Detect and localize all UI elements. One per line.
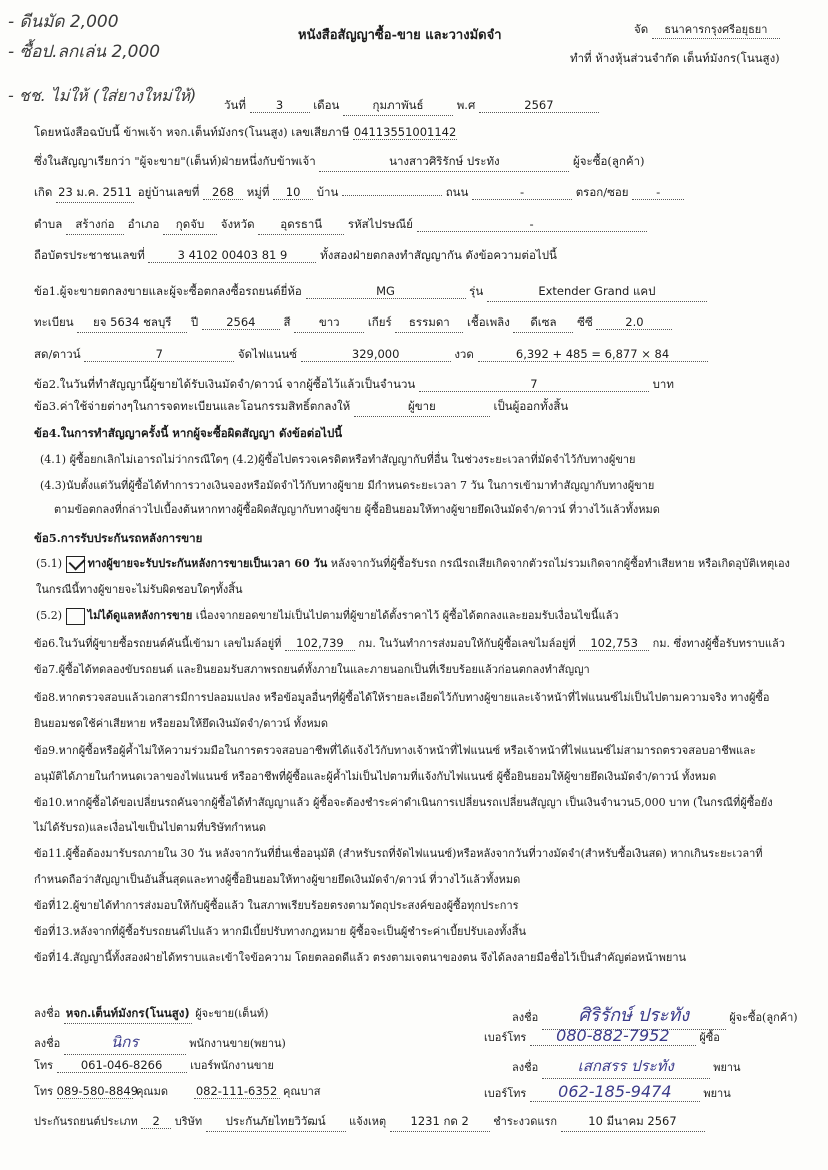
clause-11b: กำหนดถือว่าสัญญาเป็นอันสิ้นสุดและทางผู้ซื้อยินยอมให้ทางผู้ขายยึดเงินมัดจำ/ดาวน์ ที่วางไว้แล้วทั้งหมด	[34, 873, 521, 886]
fee-payer: ผู้ขาย	[354, 398, 490, 417]
amphoe: กุดจับ	[163, 216, 217, 235]
clause-9b: อนุมัติได้ภายในกำหนดเวลาของไฟแนนซ์ หรืออาชีพที่ผู้ซื้อและผู้ค้ำไม่เป็นไปตามที่แจ้งกับไฟแนนซ์ ผู้ซื้อยินยอมให้ผู้ขายยึดเงินมัดจำ/ดาวน์ ทั้งหมด	[34, 770, 717, 783]
clause-12: ข้อที่12.ผู้ขายได้ทำการส่งมอบให้กับผู้ซื้อแล้ว ในสภาพเรียบร้อยตรงตามวัตถุประสงค์ของผู้ซื้อทุกประการ	[34, 899, 519, 912]
deposit-amount: 7	[419, 377, 649, 392]
clause-14: ข้อที่14.สัญญานี้ทั้งสองฝ่ายได้ทราบและเข้าใจข้อความ โดยตลอดดีแล้ว ตรงตามเจตนาของตน จึงได้ลงลายมือชื่อไว้เป็นสำคัญต่อหน้าพยาน	[34, 951, 687, 964]
clause-4-heading: ข้อ4.ในการทำสัญญาครั้งนี้ หากผู้จะซื้อผิดสัญญา ดังข้อต่อไปนี้	[34, 426, 343, 440]
clause-10b: ไม่ได้รับรถ)และเงื่อนไขเป็นไปตามที่บริษัทกำหนด	[34, 821, 266, 834]
seller-name: หจก.เต็นท์มังกร(โนนสูง)	[64, 1005, 192, 1024]
clause-7: ข้อ7.ผู้ซื้อได้ทดลองขับรถยนต์ และยินยอมรับสภาพรถยนต์ทั้งภายในและภายนอกเป็นที่เรียบร้อยแล้วก่อนตกลงทำสัญญา	[34, 663, 590, 676]
province: อุดรธานี	[258, 216, 344, 235]
car-cc: 2.0	[596, 315, 672, 330]
idcard-line: ถือบัตรประชาชนเลขที่ 3 4102 00403 81 9 ทั้งสองฝ่ายตกลงทำสัญญากัน ดังข้อความต่อไปนี้	[34, 248, 557, 262]
first-payment-date: 10 มีนาคม 2567	[561, 1113, 705, 1132]
clause-5-2: (5.2) ไม่ได้ดูแลหลังการขาย เนื่องจากยอดขายไม่เป็นไปตามที่ผู้ขายได้ตั้งราคาไว้ ผู้ซื้อได้ตกลงและยอมรับเงื่อนไขนี้แล้ว	[36, 606, 619, 625]
sales-phone: 061-046-8266	[57, 1058, 187, 1073]
made-at: ทำที่ ห้างหุ้นส่วนจำกัด เต็นท์มังกร(โนนสูง)	[570, 51, 780, 65]
car-line-3: สด/ดาวน์ 7 จัดไฟแนนซ์ 329,000 งวด 6,392 + 485 = 6,877 × 84	[34, 346, 708, 364]
car-line-2: ทะเบียน ยจ 5634 ชลบุรี ปี 2564 สี ขาว เกียร์ ธรรมดา เชื้อเพลิง ดีเซล ซีซี 2.0	[34, 314, 672, 333]
clause-13: ข้อที่13.หลังจากที่ผู้ซื้อรับรถยนต์ไปแล้ว หากมีเบี้ยปรับทางกฎหมาย ผู้ซื้อจะเป็นผู้ชำระค่าเบี้ยปรับเองทั้งสิ้น	[34, 925, 526, 938]
buyer-district-line: ตำบล สร้างก่อ อำเภอ กุดจับ จังหวัด อุดรธานี รหัสไปรษณีย์ -	[34, 216, 647, 235]
insurance-type: 2	[141, 1114, 171, 1129]
date-line: วันที่ 3 เดือน กุมภาพันธ์ พ.ศ 2567	[224, 97, 599, 116]
clause-5-1: (5.1) ทางผู้ขายจะรับประกันหลังการขายเป็นเวลา 60 วัน หลังจากวันที่ผู้ซื้อรับรถ กรณีรถเสียเกิดจากตัวรถไม่รวมเกิดจากผู้ซื้อทำเสียหาย หรือเกิดอุบัติเหตุเอง	[36, 554, 790, 573]
clause-8b: ยินยอมชดใช้ค่าเสียหาย หรือยอมให้ยึดเงินมัดจำ/ดาวน์ ทั้งหมด	[34, 717, 328, 730]
insurance-company: ประกันภัยไทยวิวัฒน์	[206, 1113, 346, 1132]
car-line-1: ข้อ1.ผู้จะขายตกลงขายและผู้จะซื้อตกลงซื้อรถยนต์ยี่ห้อ MG รุ่น Extender Grand แคป	[34, 283, 707, 302]
soi: -	[632, 185, 684, 200]
date-month: กุมภาพันธ์	[343, 97, 453, 116]
car-fuel: ดีเซล	[513, 314, 573, 333]
clause-10a: ข้อ10.หากผู้ซื้อได้ขอเปลี่ยนรถคันจากผู้ซื้อได้ทำสัญญาแล้ว ผู้ซื้อจะต้องชำระค่าดำเนินการเปลี่ยนรถเปลี่ยนสัญญา เป็นเงินจำนวน5,000 บาท (ในกรณีที่ผู้ซื้อยัง	[34, 796, 773, 809]
handwritten-note-3: - ชช. ไม่ให้ (ใส่ยางใหม่ให้)	[8, 86, 197, 105]
buyer-address-line: เกิด 23 ม.ค. 2511 อยู่บ้านเลขที่ 268 หมู่ที่ 10 บ้าน ถนน - ตรอก/ซอย -	[34, 184, 684, 203]
witness-signature-line: ลงชื่อ เสกสรร ประทัง พยาน	[512, 1054, 741, 1079]
warranty-checkbox-checked[interactable]	[66, 556, 85, 573]
buyer-phone: 080-882-7952	[530, 1026, 696, 1046]
down-payment: 7	[84, 347, 234, 362]
contact-phone-line: โทร 089-580-8849 คุณมด 082-111-6352 คุณบาส	[34, 1084, 321, 1098]
buyer-name: นางสาวศิริรักษ์ ประทัง	[319, 153, 569, 172]
clause-4-3b: ตามข้อตกลงที่กล่าวไปเบื้องต้นหากทางผู้ซื้อผิดสัญญากับทางผู้ขาย ผู้ซื้อยินยอมให้ทางผู้ขายยึดเงินมัดจำ/ดาวน์ ที่วางไว้แล้วทั้งหมด	[54, 503, 660, 516]
car-registration: ยจ 5634 ชลบุรี	[77, 314, 187, 333]
sales-phone-line: โทร 061-046-8266 เบอร์พนักงานขาย	[34, 1058, 274, 1072]
buyer-signature-line: ลงชื่อ ศิริรักษ์ ประทัง ผู้จะซื้อ(ลูกค้า)	[512, 1000, 798, 1030]
clause-5-1-cont: ในกรณีนี้ทางผู้ขายจะไม่รับผิดชอบใดๆทั้งสิ้น	[36, 583, 243, 596]
mileage-in: 102,739	[285, 636, 355, 651]
insurance-notify: 1231 กด 2	[390, 1113, 490, 1132]
clause-4-1: (4.1) ผู้ซื้อยกเลิกไม่เอารถไม่ว่ากรณีใดๆ (4.2)ผู้ซื้อไปตรวจเครดิตหรือทำสัญญากับที่อื่น ในช่วงระยะเวลาที่มัดจำไว้กับทางผู้ขาย	[40, 453, 636, 466]
staff-signature: นิกร	[64, 1030, 186, 1055]
mileage-out: 102,753	[579, 636, 649, 651]
staff-signature-line: ลงชื่อ นิกร พนักงานขาย(พยาน)	[34, 1030, 286, 1055]
car-brand: MG	[306, 284, 466, 299]
village	[342, 195, 442, 196]
installment: 6,392 + 485 = 6,877 × 84	[478, 347, 708, 362]
buyer-signature: ศิริรักษ์ ประทัง	[542, 1000, 726, 1030]
handwritten-note-1: - ดีนมัด 2,000	[8, 12, 119, 32]
birth-date: 23 ม.ค. 2511	[56, 184, 134, 203]
finance-amount: 329,000	[301, 347, 451, 362]
handwritten-note-2: - ซื้อป.ลกเล่น 2,000	[8, 42, 161, 62]
car-gear: ธรรมดา	[395, 314, 463, 333]
seller-signature-line: ลงชื่อ หจก.เต็นท์มังกร(โนนสูง) ผู้จะขาย(เต็นท์)	[34, 1004, 268, 1024]
document-title: หนังสือสัญญาซื้อ-ขาย และวางมัดจำ	[298, 28, 502, 43]
clause-4-3a: (4.3)นับตั้งแต่วันที่ผู้ซื้อได้ทำการวางเงินจองหรือมัดจำไว้กับทางผู้ขาย มีกำหนดระยะเวลา 7 วัน ในการเข้ามาทำสัญญากับทางผู้ขาย	[40, 479, 655, 492]
contact-phone-1: 089-580-8849	[56, 1084, 139, 1098]
postal-code: -	[417, 217, 647, 232]
intro-line-2: ซึ่งในสัญญาเรียกว่า "ผู้จะขาย"(เต็นท์)ฝ่ายหนึ่งกับข้าพเจ้า นางสาวศิริรักษ์ ประทัง ผู้จะซื้อ(ลูกค้า)	[34, 153, 645, 172]
tambon: สร้างก่อ	[66, 216, 124, 235]
road: -	[472, 185, 572, 200]
to-line: จัด ธนาคารกรุงศรีอยุธยา	[634, 20, 780, 39]
car-color: ขาว	[294, 314, 364, 333]
car-year: 2564	[202, 315, 280, 330]
tax-id: 04113551001142	[353, 125, 457, 139]
clause-8a: ข้อ8.หากตรวจสอบแล้วเอกสารมีการปลอมแปลง หรือข้อมูลอื่นๆที่ผู้ซื้อได้ให้รายละเอียดไว้กับทางผู้ขายและเจ้าหน้าที่ไฟแนนซ์ไม่เป็นไปตามความจริง ทางผู้ซื้อ	[34, 691, 770, 704]
clause-2: ข้อ2.ในวันที่ทำสัญญานี้ผู้ขายได้รับเงินมัดจำ/ดาวน์ จากผู้ซื้อไว้แล้วเป็นจำนวน 7 บาท	[34, 377, 674, 391]
insurance-line: ประกันรถยนต์ประเภท 2 บริษัท ประกันภัยไทยวิวัฒน์ แจ้งเหตุ 1231 กด 2 ชำระงวดแรก 10 มีนาคม 2567	[34, 1112, 705, 1132]
clause-9a: ข้อ9.หากผู้ซื้อหรือผู้ค้ำไม่ให้ความร่วมมือในการตรวจสอบอาชีพที่ได้แจ้งไว้กับทางเจ้าหน้าที่ไฟแนนซ์ หรือเจ้าหน้าที่ไฟแนนซ์ไม่สามารถตรวจสอบอาชีพและ	[34, 744, 756, 757]
bank-name: ธนาคารกรุงศรีอยุธยา	[652, 20, 780, 39]
idcard-number: 3 4102 00403 81 9	[148, 248, 316, 263]
clause-3: ข้อ3.ค่าใช้จ่ายต่างๆในการจดทะเบียนและโอนกรรมสิทธิ์ตกลงให้ ผู้ขาย เป็นผู้ออกทั้งสิ้น	[34, 398, 568, 417]
clause-5-heading: ข้อ5.การรับประกันรถหลังการขาย	[34, 531, 203, 545]
witness-phone: 062-185-9474	[530, 1082, 700, 1102]
intro-line-1: โดยหนังสือฉบับนี้ ข้าพเจ้า หจก.เต็นท์มังกร(โนนสูง) เลขเสียภาษี 04113551001142	[34, 125, 457, 139]
witness-phone-line: เบอร์โทร 062-185-9474 พยาน	[484, 1082, 731, 1101]
date-day: 3	[250, 98, 310, 113]
clause-11a: ข้อ11.ผู้ซื้อต้องมารับรถภายใน 30 วัน หลังจากวันที่ยื่นเชื่ออนุมัติ (สำหรับรถที่จัดไฟแนนซ์)หรือหลังจากวันที่วางมัดจำ(สำหรับซื้อเงินสด) หากเกินระยะเวลาที่	[34, 847, 763, 860]
moo-number: 10	[273, 185, 313, 200]
contact-phone-2: 082-111-6352	[194, 1084, 280, 1099]
buyer-phone-line: เบอร์โทร 080-882-7952 ผู้ซื้อ	[484, 1026, 720, 1045]
witness-signature: เสกสรร ประทัง	[542, 1054, 710, 1079]
date-year: 2567	[479, 98, 599, 113]
car-model: Extender Grand แคป	[487, 283, 707, 302]
no-warranty-checkbox[interactable]	[66, 608, 85, 625]
house-number: 268	[203, 185, 243, 200]
clause-6: ข้อ6.ในวันที่ผู้ขายซื้อรถยนต์คันนี้เข้ามา เลขไมล์อยู่ที่ 102,739 กม. ในวันทำการส่งมอบให้กับผู้ซื้อเลขไมล์อยู่ที่ 102,753 กม. ซึ่งทางผู้ซื้อรับทราบแล้ว	[34, 636, 785, 650]
